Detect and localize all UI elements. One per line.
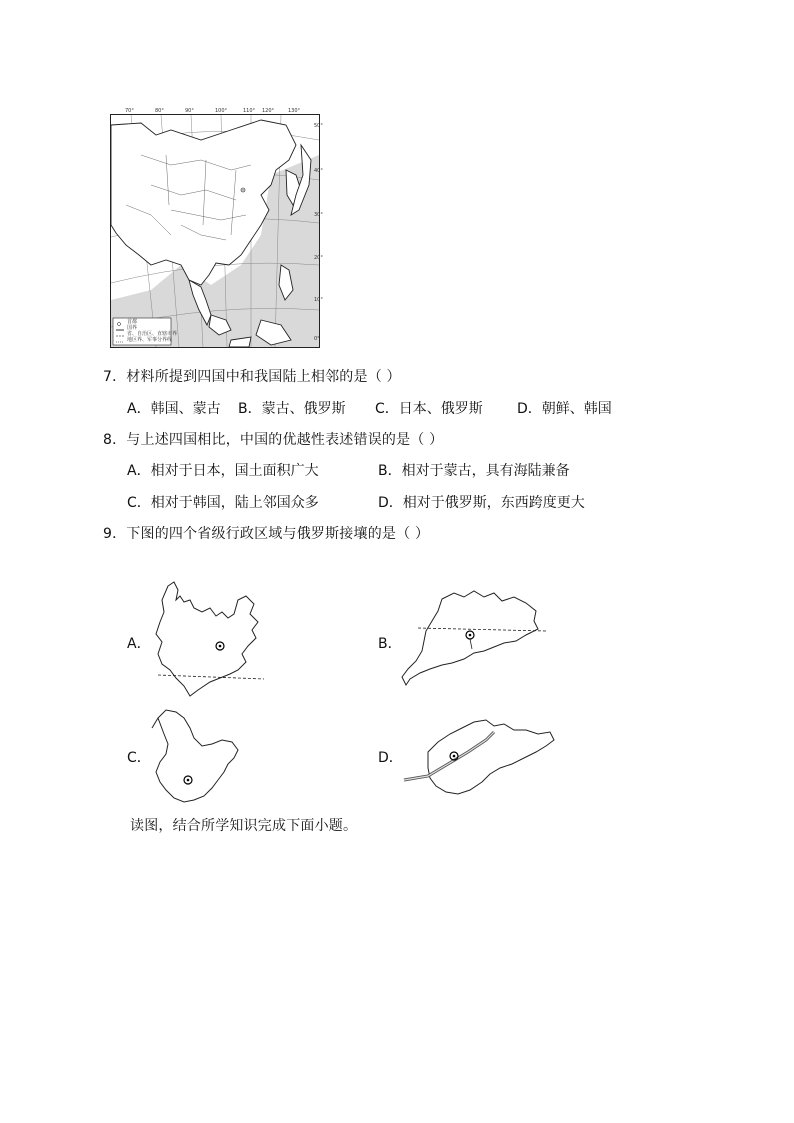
- asia-map-svg: [111, 115, 319, 347]
- lat-label: 0°: [314, 336, 320, 342]
- figure-c-label[interactable]: C．: [127, 750, 151, 766]
- legend-region: 地区界、军事分界线: [127, 337, 173, 343]
- lon-label: 80°: [155, 108, 164, 114]
- province-c-outline[interactable]: [148, 706, 248, 806]
- asia-map: [110, 114, 320, 348]
- question-7-option-c[interactable]: C．日本、俄罗斯: [375, 401, 483, 417]
- question-8-option-d[interactable]: D．相对于俄罗斯，东西跨度更大: [378, 495, 585, 511]
- province-b-outline[interactable]: [398, 585, 548, 695]
- question-9-stem: 9．下图的四个省级行政区域与俄罗斯接壤的是（ ）: [103, 526, 430, 542]
- lon-label: 120°: [262, 108, 275, 114]
- lat-label: 40°: [314, 168, 323, 174]
- legend-capital: 首都: [127, 319, 138, 325]
- province-d-outline[interactable]: [398, 712, 558, 802]
- question-7-option-b[interactable]: B．蒙古、俄罗斯: [238, 401, 346, 417]
- lon-label: 130°: [288, 108, 301, 114]
- question-8-option-c[interactable]: C．相对于韩国，陆上邻国众多: [127, 495, 319, 511]
- question-7-option-a[interactable]: A．韩国、蒙古: [127, 401, 221, 417]
- lat-label: 30°: [314, 212, 323, 218]
- lon-label: 100°: [215, 108, 228, 114]
- figure-b-label[interactable]: B．: [378, 636, 402, 652]
- lon-label: 90°: [185, 108, 194, 114]
- question-7-stem: 7．材料所提到四国中和我国陆上相邻的是（ ）: [103, 369, 401, 385]
- question-8-option-a[interactable]: A．相对于日本，国土面积广大: [127, 463, 319, 479]
- figure-a-label[interactable]: A．: [127, 636, 151, 652]
- province-a-outline[interactable]: [150, 578, 270, 703]
- question-8-option-b[interactable]: B．相对于蒙古，具有海陆兼备: [378, 463, 570, 479]
- lat-label: 10°: [314, 297, 323, 303]
- lon-label: 70°: [125, 108, 134, 114]
- reading-instruction: 读图，结合所学知识完成下面小题。: [130, 818, 358, 834]
- question-8-stem: 8．与上述四国相比，中国的优越性表述错误的是（ ）: [103, 432, 444, 448]
- legend-border: 国界: [127, 325, 138, 331]
- lon-label: 110°: [243, 108, 256, 114]
- lat-label: 20°: [314, 255, 323, 261]
- lat-label: 50°: [314, 123, 323, 129]
- question-7-option-d[interactable]: D．朝鲜、韩国: [517, 401, 612, 417]
- legend-province: 省、自治区、直辖市界: [127, 331, 178, 337]
- figure-d-label[interactable]: D．: [378, 750, 403, 766]
